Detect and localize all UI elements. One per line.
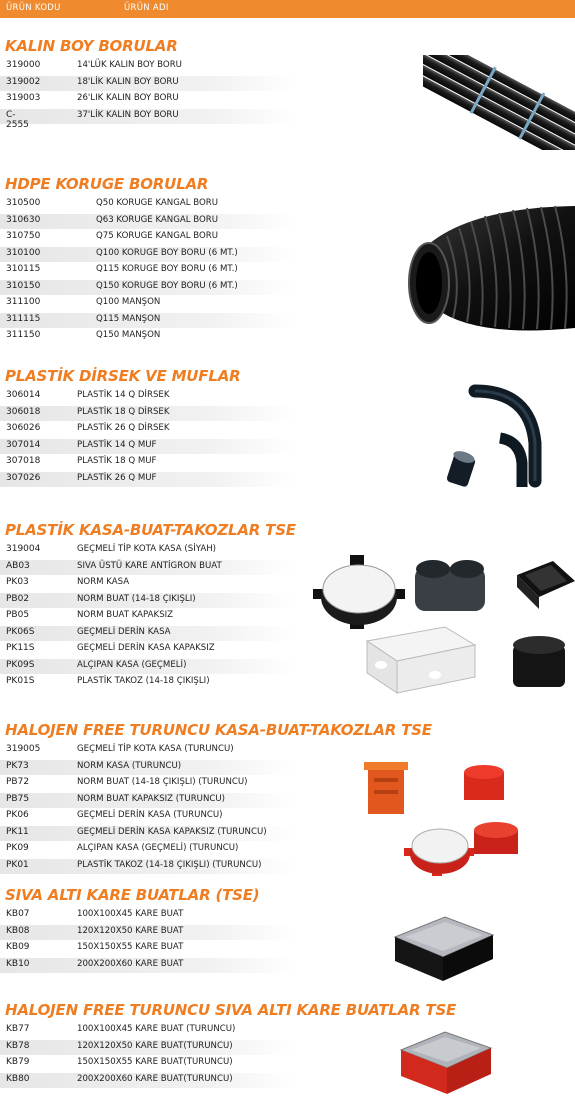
product-name: 120X120X50 KARE BUAT(TURUNCU) (77, 1040, 233, 1051)
product-code: PB72 (6, 777, 30, 787)
product-name: Q50 KORUGE KANGAL BORU (96, 198, 219, 208)
product-code: 310100 (6, 247, 41, 258)
corrugated-pipe-image (395, 188, 575, 336)
product-name: PLASTİK TAKOZ (14-18 ÇIKIŞLI) (TURUNCU) (77, 859, 262, 870)
thick-pipes-image (423, 55, 575, 150)
product-code: 310500 (6, 198, 41, 208)
product-code: KB08 (6, 925, 30, 936)
product-code: 311115 (6, 313, 41, 324)
product-name: GEÇMELİ DERİN KASA (77, 626, 171, 637)
product-name: PLASTİK 26 Q DİRSEK (77, 423, 170, 433)
product-name: GEÇMELİ DERİN KASA KAPAKSIZ (77, 643, 215, 653)
product-code: KB09 (6, 942, 30, 952)
section-title: SIVA ALTI KARE BUATLAR (TSE) (5, 886, 260, 904)
product-name: 120X120X50 KARE BUAT (77, 925, 184, 936)
product-code: PK11 (6, 826, 29, 837)
product-name: NORM BUAT KAPAKSIZ (77, 610, 174, 620)
product-code: PK01 (6, 859, 29, 870)
product-code: 319002 (6, 76, 41, 87)
product-code: PK11S (6, 643, 35, 653)
product-name: 18'LİK KALIN BOY BORU (77, 76, 179, 87)
product-name: NORM BUAT (14-18 ÇIKIŞLI) (77, 593, 196, 604)
product-code: 306014 (6, 390, 41, 400)
product-name: Q75 KORUGE KANGAL BORU (96, 231, 219, 241)
product-name: SIVA ÜSTÜ KARE ANTİGRON BUAT (77, 560, 222, 571)
section-title: PLASTİK KASA-BUAT-TAKOZLAR TSE (5, 521, 296, 539)
product-code: 307026 (6, 472, 41, 483)
product-name: 150X150X55 KARE BUAT(TURUNCU) (77, 1057, 233, 1067)
product-code: 306026 (6, 423, 41, 433)
product-name: PLASTİK 18 Q DİRSEK (77, 406, 170, 417)
product-name: GEÇMELİ TİP KOTA KASA (SİYAH) (77, 544, 217, 554)
product-name: PLASTİK 26 Q MUF (77, 472, 157, 483)
product-code: 307018 (6, 456, 41, 466)
column-header-code: ÜRÜN KODU (6, 3, 61, 13)
section-title: PLASTİK DİRSEK VE MUFLAR (5, 367, 241, 385)
product-code: 311150 (6, 330, 41, 340)
column-header-bar (0, 0, 575, 18)
product-name: PLASTİK 14 Q DİRSEK (77, 390, 170, 400)
product-code: PK09S (6, 659, 35, 670)
product-name: Q115 KORUGE BOY BORU (6 MT.) (96, 264, 238, 274)
product-name: GEÇMELİ DERİN KASA (TURUNCU) (77, 810, 223, 820)
product-code: KB79 (6, 1057, 30, 1067)
section-title: HALOJEN FREE TURUNCU KASA-BUAT-TAKOZLAR TSE (5, 721, 432, 739)
product-code: PK06S (6, 626, 35, 637)
product-name: Q150 MANŞON (96, 330, 161, 340)
product-name: NORM KASA (77, 577, 130, 587)
square-box-grey-lid-image (385, 903, 497, 983)
product-name: PLASTİK TAKOZ (14-18 ÇIKIŞLI) (77, 676, 210, 686)
product-name: 100X100X45 KARE BUAT (TURUNCU) (77, 1024, 236, 1034)
product-code: 310115 (6, 264, 41, 274)
section-title: HALOJEN FREE TURUNCU SIVA ALTI KARE BUATLAR TSE (5, 1001, 457, 1019)
product-code: 319005 (6, 744, 41, 754)
square-box-orange-image (395, 1018, 495, 1098)
product-name: 14'LÜK KALIN BOY BORU (77, 60, 182, 70)
product-code: 319004 (6, 544, 41, 554)
product-code: 319003 (6, 93, 41, 103)
product-name: Q115 MANŞON (96, 313, 161, 324)
product-name: Q100 KORUGE BOY BORU (6 MT.) (96, 247, 238, 258)
column-header-name: ÜRÜN ADI (124, 3, 169, 13)
product-code: 310630 (6, 214, 41, 225)
product-code: PB05 (6, 610, 30, 620)
product-code: KB78 (6, 1040, 30, 1051)
product-code: KB77 (6, 1024, 30, 1034)
product-name: NORM BUAT KAPAKSIZ (TURUNCU) (77, 793, 226, 804)
product-code: C-2555 (6, 109, 29, 130)
product-code: AB03 (6, 560, 30, 571)
product-code: 306018 (6, 406, 41, 417)
orange-boxes-image (360, 754, 520, 879)
product-code: KB80 (6, 1073, 30, 1084)
product-code: PK73 (6, 760, 29, 771)
product-code: PK01S (6, 676, 35, 686)
product-code: 307014 (6, 439, 41, 450)
product-name: PLASTİK 18 Q MUF (77, 456, 157, 466)
product-name: 150X150X55 KARE BUAT (77, 942, 184, 952)
product-code: PB75 (6, 793, 30, 804)
product-name: Q150 KORUGE BOY BORU (6 MT.) (96, 280, 238, 291)
elbow-and-muff-image (440, 383, 552, 495)
product-code: KB07 (6, 909, 30, 919)
product-name: GEÇMELİ TİP KOTA KASA (TURUNCU) (77, 744, 234, 754)
product-name: 37'LİK KALIN BOY BORU (77, 109, 179, 120)
product-name: NORM KASA (TURUNCU) (77, 760, 182, 771)
product-code: 310750 (6, 231, 41, 241)
product-name: PLASTİK 14 Q MUF (77, 439, 157, 450)
product-code: PB02 (6, 593, 30, 604)
product-name: NORM BUAT (14-18 ÇIKIŞLI) (TURUNCU) (77, 777, 248, 787)
product-code: 319000 (6, 60, 41, 70)
product-name: 26'LIK KALIN BOY BORU (77, 93, 179, 103)
product-code: PK03 (6, 577, 29, 587)
product-code: PK09 (6, 843, 29, 853)
product-name: ALÇIPAN KASA (GEÇMELİ) (77, 659, 187, 670)
product-name: 200X200X60 KARE BUAT (77, 958, 184, 969)
section-title: KALIN BOY BORULAR (5, 37, 178, 55)
product-name: Q100 MANŞON (96, 297, 161, 307)
product-code: 311100 (6, 297, 41, 307)
product-name: Q63 KORUGE KANGAL BORU (96, 214, 219, 225)
section-title: HDPE KORUGE BORULAR (5, 175, 209, 193)
product-code: PK06 (6, 810, 29, 820)
product-name: 200X200X60 KARE BUAT(TURUNCU) (77, 1073, 233, 1084)
product-name: ALÇIPAN KASA (GEÇMELİ) (TURUNCU) (77, 843, 239, 853)
product-code: KB10 (6, 958, 30, 969)
junction-boxes-image (305, 553, 575, 698)
product-name: GEÇMELİ DERİN KASA KAPAKSIZ (TURUNCU) (77, 826, 267, 837)
product-code: 310150 (6, 280, 41, 291)
product-name: 100X100X45 KARE BUAT (77, 909, 184, 919)
